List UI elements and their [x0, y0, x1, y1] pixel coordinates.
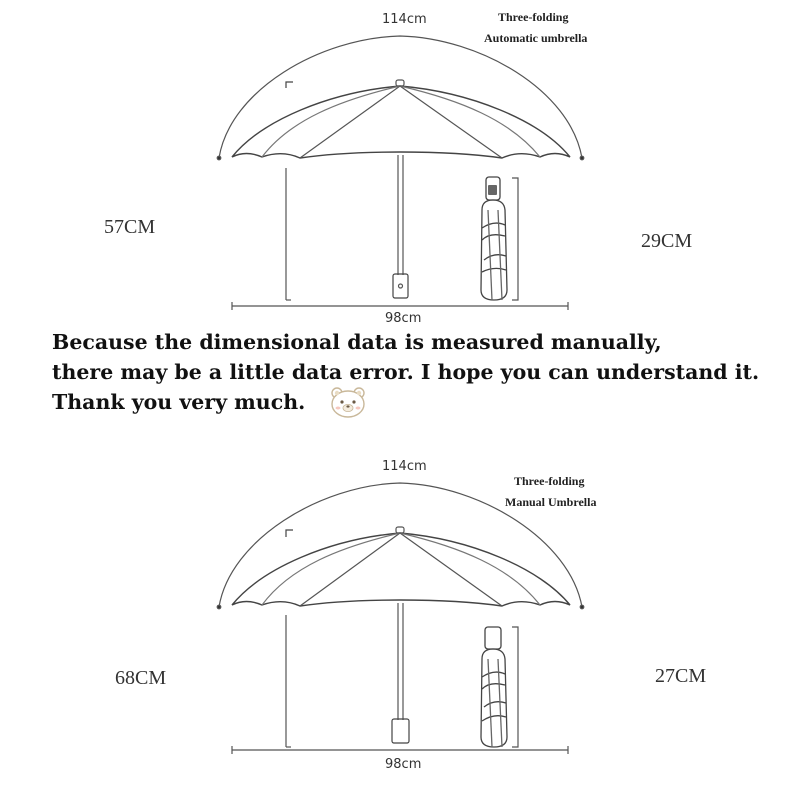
umbrella-handle	[393, 274, 408, 298]
umbrella-canopy	[232, 86, 570, 158]
width-span-label: 98cm	[385, 311, 422, 326]
umbrella-canopy	[232, 533, 570, 606]
diagram-title-line1: Three-folding	[498, 10, 569, 24]
height-folded-label: 27CM	[655, 665, 707, 687]
folded-height-bracket	[512, 178, 518, 300]
notice-line-1: Because the dimensional data is measured manually,	[52, 330, 662, 354]
bottom-umbrella-drawing	[0, 455, 800, 795]
top-umbrella-diagram	[0, 0, 800, 340]
bear-face-icon	[328, 385, 368, 419]
height-folded-label: 29CM	[641, 230, 693, 252]
notice-line-2: there may be a little data error. I hope you can understand it.	[52, 360, 760, 384]
height-open-label: 68CM	[115, 667, 167, 689]
diagram-title-line1: Three-folding	[514, 474, 585, 488]
measurement-notice	[52, 327, 759, 417]
folded-height-bracket	[512, 627, 518, 747]
width-arc	[219, 36, 582, 158]
height-open-label: 57CM	[104, 216, 156, 238]
top-umbrella-drawing	[0, 0, 800, 340]
width-span-label: 98cm	[385, 757, 422, 772]
folded-umbrella	[481, 177, 507, 300]
diagram-title-line2: Automatic umbrella	[484, 31, 588, 45]
notice-line-3: Thank you very much.	[52, 390, 306, 414]
umbrella-handle	[392, 719, 409, 743]
width-open-label: 114cm	[382, 459, 427, 474]
width-open-label: 114cm	[382, 12, 427, 27]
folded-umbrella	[481, 627, 507, 747]
diagram-title-line2: Manual Umbrella	[505, 495, 597, 509]
bottom-umbrella-diagram	[0, 455, 800, 795]
